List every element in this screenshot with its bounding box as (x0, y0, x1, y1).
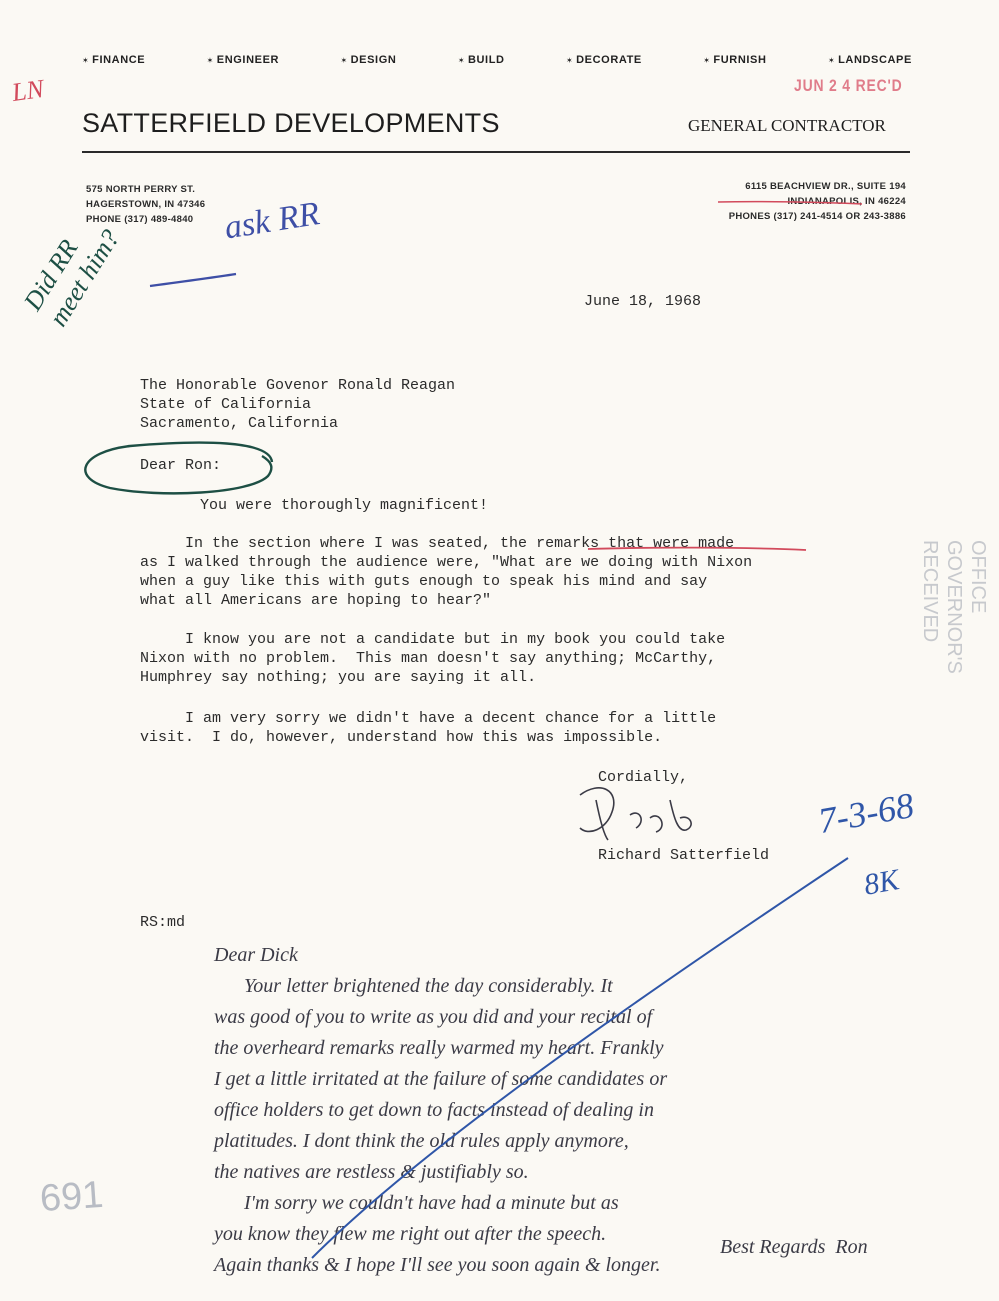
letter-paragraph-3: I know you are not a candidate but in my book you could take Nixon with no problem. This man doesn't say anything; McCarthy, Humphrey say nothing; you are saying it all. (140, 631, 726, 686)
office-stamp-text: OFFICE GOVERNOR'S RECEIVED (919, 540, 989, 674)
right-address-line: 6115 BEACHVIEW DR., SUITE 194 (745, 181, 906, 192)
letter-closing: Cordially, (598, 769, 689, 786)
signature-scribble (580, 788, 691, 840)
service-furnish: ✶ FURNISH (703, 54, 766, 66)
right-address-line: INDIANAPOLIS, IN 46224 (787, 196, 906, 207)
indianapolis-underline (718, 202, 862, 204)
service-decorate: ✶ DECORATE (566, 54, 642, 66)
handwritten-reply: Dear Dick Your letter brightened the day considerably. It was good of you to write as you did and your recital of the overheard remarks really warmed my heart. Frankly I get a little irritated at the failure of some candidates or office holders to get down to facts instead of dealing in platitudes. I dont think the old rules apply anymore, the natives are restless & justifiably so. I'm sorry we couldn't have had a minute but as you know they flew me right out after the speech. Again thanks & I hope I'll see you soon again & longer. (214, 944, 668, 1276)
service-build: ✶ BUILD (458, 54, 505, 66)
left-address-line: PHONE (317) 489-4840 (86, 214, 194, 225)
letter-salutation: Dear Ron: (140, 457, 222, 474)
annotation-initials: 8K (861, 863, 902, 902)
letter-paragraph-2: In the section where I was seated, the remarks that were made as I walked through the audience were, "What are we doing with Nixon when a guy like this with guts enough to speak his mind and say what all Americans are hoping to hear?" (140, 535, 753, 609)
typist-initials: RS:md (140, 914, 186, 931)
signer-name: Richard Satterfield (598, 847, 770, 864)
service-engineer: ✶ ENGINEER (207, 54, 279, 66)
received-date-stamp: JUN 2 4 REC'D (794, 76, 903, 95)
letter-date: June 18, 1968 (584, 293, 702, 310)
service-landscape: ✶ LANDSCAPE (828, 54, 912, 66)
left-address-line: 575 NORTH PERRY ST. (86, 184, 196, 195)
letter-paragraph-1: You were thoroughly magnificent! (200, 497, 489, 514)
pencil-number: 691 (38, 1173, 105, 1221)
right-address-line: PHONES (317) 241-4514 OR 243-3886 (728, 211, 906, 222)
ask-rr-dash (150, 274, 236, 286)
service-finance: ✶ FINANCE (82, 54, 145, 66)
salutation-circle (85, 443, 272, 494)
reply-strike-line (312, 858, 848, 1258)
letter-addressee: The Honorable Govenor Ronald Reagan State of California Sacramento, California (140, 377, 456, 432)
annotation-ln: LN (10, 73, 46, 108)
company-tagline: GENERAL CONTRACTOR (688, 116, 886, 135)
annotation-date: 7-3-68 (815, 784, 917, 842)
reply-sign-off: Best Regards Ron (720, 1236, 868, 1258)
annotation-ask-rr: ask RR (222, 195, 322, 247)
annotation-margin-question: Did RR meet him? (18, 224, 126, 332)
service-design: ✶ DESIGN (340, 54, 396, 66)
left-address-line: HAGERSTOWN, IN 47346 (86, 199, 206, 210)
letter-paragraph-4: I am very sorry we didn't have a decent chance for a little visit. I do, however, understand how this was impossible. (140, 710, 717, 746)
remarks-underline (588, 548, 806, 550)
company-name: SATTERFIELD DEVELOPMENTS (82, 108, 500, 138)
